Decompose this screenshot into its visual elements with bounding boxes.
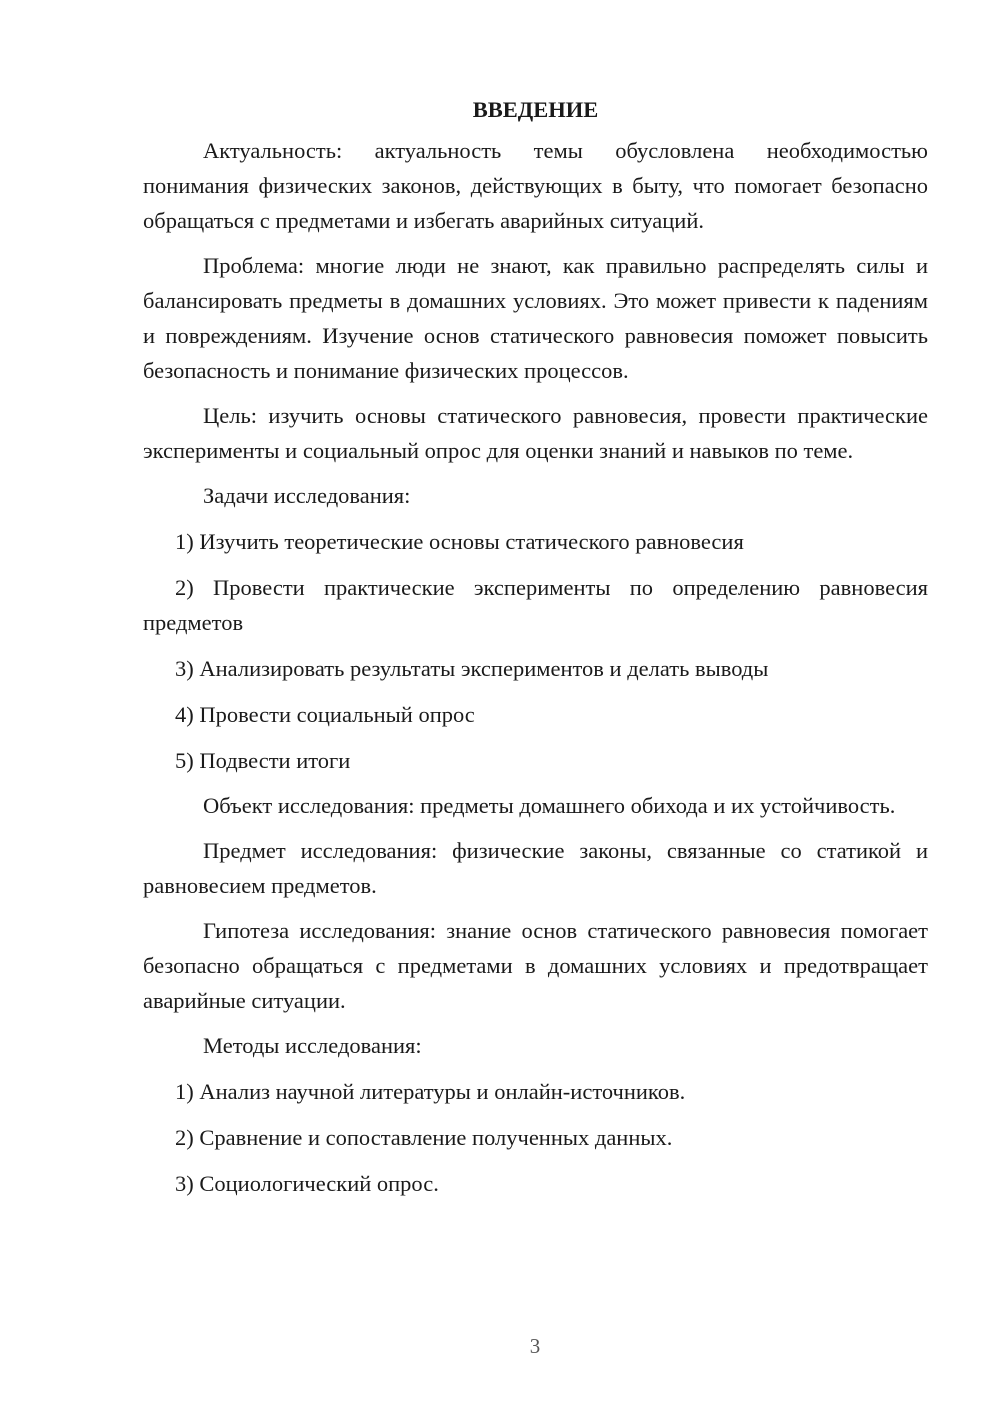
object-paragraph: Объект исследования: предметы домашнего обихода и их устойчивость. — [203, 793, 896, 818]
method-item-1: 1) Анализ научной литературы и онлайн-источников. — [175, 1079, 686, 1104]
method-item-2: 2) Сравнение и сопоставление полученных данных. — [175, 1125, 673, 1150]
hypothesis-paragraph: Гипотеза исследования: знание основ статического равновесия помогает безопасно обращаться с предметами в домашних условиях и предотвращает аварийные ситуации. — [143, 918, 928, 1013]
page-number: 3 — [529, 1334, 541, 1358]
problem-paragraph: Проблема: многие люди не знают, как правильно распределять силы и балансировать предметы в домашних условиях. Это может привести к падениям и повреждениям. Изучение основ статического равновесия поможет повысить безопасность и понимание физических процессов. — [143, 253, 928, 383]
task-item-1: 1) Изучить теоретические основы статического равновесия — [175, 529, 744, 554]
task-item-4: 4) Провести социальный опрос — [175, 702, 475, 727]
task-item-5: 5) Подвести итоги — [175, 748, 351, 773]
task-item-3: 3) Анализировать результаты экспериментов и делать выводы — [175, 656, 769, 681]
task-item-2: 2) Провести практические эксперименты по определению равновесия предметов — [143, 575, 928, 635]
subject-paragraph: Предмет исследования: физические законы, связанные со статикой и равновесием предметов. — [143, 838, 928, 898]
goal-paragraph: Цель: изучить основы статического равновесия, провести практические эксперименты и социальный опрос для оценки знаний и навыков по теме. — [143, 403, 928, 463]
page-content — [143, 92, 928, 1201]
section-heading: ВВЕДЕНИЕ — [472, 97, 599, 122]
methods-title: Методы исследования: — [203, 1033, 422, 1058]
relevance-paragraph: Актуальность: актуальность темы обусловлена необходимостью понимания физических законов, действующих в быту, что помогает безопасно обращаться с предметами и избегать аварийных ситуаций. — [143, 138, 928, 233]
method-item-3: 3) Социологический опрос. — [175, 1171, 439, 1196]
tasks-title: Задачи исследования: — [203, 483, 411, 508]
